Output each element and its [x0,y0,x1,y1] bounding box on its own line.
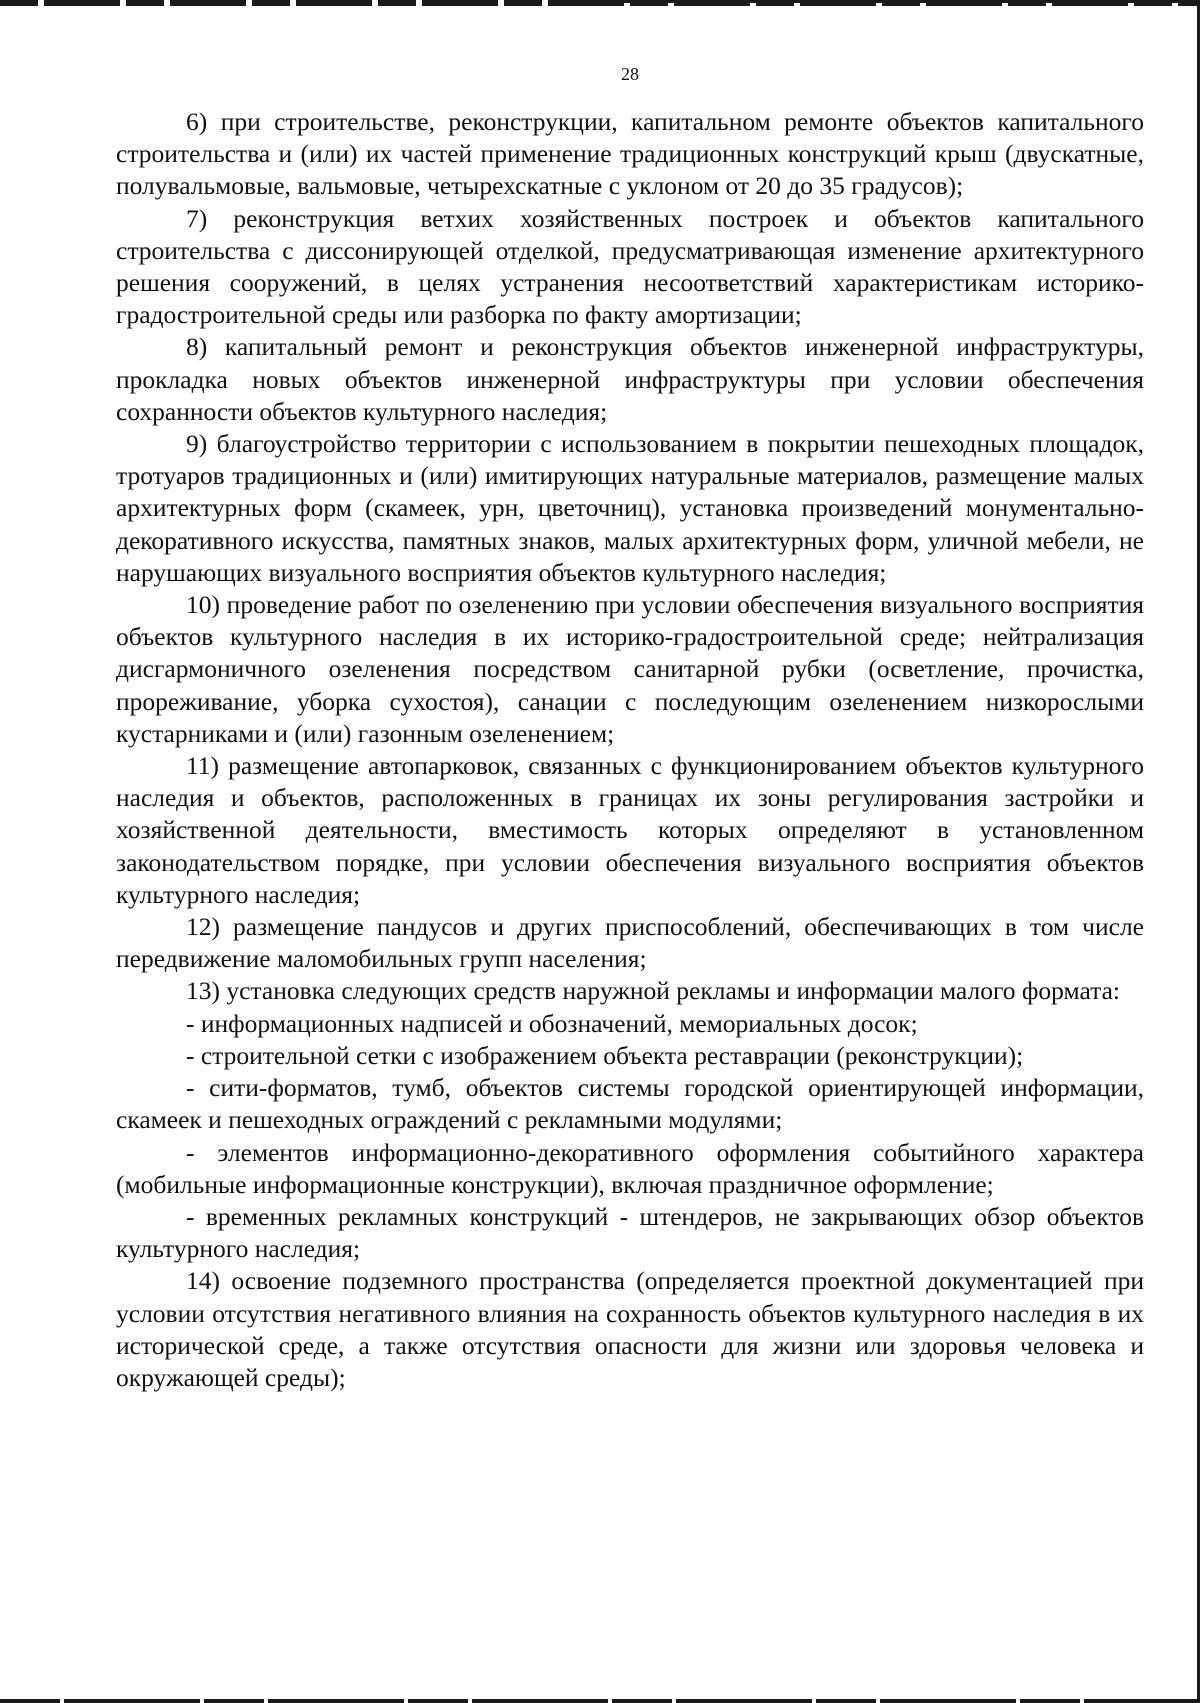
paragraph-item-12: 12) размещение пандусов и других приспособлений, обеспечивающих в том числе передвижение маломобильных групп населения; [116,912,1144,974]
list-item-construction-mesh: - строительной сетки с изображением объекта реставрации (реконструкции); [186,1040,1024,1070]
list-item-inscriptions: - информационных надписей и обозначений, мемориальных досок; [186,1008,918,1038]
paragraph-item-7: 7) реконструкция ветхих хозяйственных построек и объектов капитального строительства с диссонирующей отделкой, предусматривающая изменение архитектурного решения сооружений, в целях устранения несоответствий характеристикам историко-градостроительной среды или разборка по факту амортизации; [116,203,1144,330]
paragraph-item-9: 9) благоустройство территории с использованием в покрытии пешеходных площадок, тротуаров традиционных и (или) имитирующих натуральные материалов, размещение малых архитектурных форм (скамеек, урн, цветочниц), установка произведений монументально-декоративного искусства, памятных знаков, малых архитектурных форм, уличной мебели, не нарушающих визуального восприятия объектов культурного наследия; [116,429,1144,587]
paragraph-item-13: 13) установка следующих средств наружной рекламы и информации малого формата: [186,976,1121,1006]
paragraph-item-10: 10) проведение работ по озеленению при условии обеспечения визуального восприятия объектов культурного наследия в их историко-градостроительной среде; нейтрализация дисгармоничного озеленения посредством санитарной рубки (осветление, прочистка, прореживание, уборка сухостоя), санации с последующим озеленением низкорослыми кустарниками и (или) газонным озеленением; [116,590,1144,748]
list-item-city-formats: - сити-форматов, тумб, объектов системы городской ориентирующей информации, скамеек и пешеходных ограждений с рекламными модулями; [116,1073,1144,1135]
paragraph-item-14: 14) освоение подземного пространства (определяется проектной документацией при условии отсутствия негативного влияния на сохранность объектов культурного наследия в их исторической среде, а также отсутствия опасности для жизни или здоровья человека и окружающей среды); [116,1266,1144,1392]
paragraph-item-11: 11) размещение автопарковок, связанных с функционированием объектов культурного наследия и объектов, расположенных в границах их зоны регулирования застройки и хозяйственной деятельности, вместимость которых определяют в установленном законодательством порядке, при условии обеспечения визуального восприятия объектов культурного наследия; [116,751,1144,909]
scan-border-top-right [560,0,1200,3]
list-item-temporary-ads: - временных рекламных конструкций - штендеров, не закрывающих обзор объектов культурного наследия; [116,1201,1144,1264]
scan-border-bottom [0,1699,1200,1703]
paragraph-item-8: 8) капитальный ремонт и реконструкция объектов инженерной инфраструктуры, прокладка новых объектов инженерной инфраструктуры при условии обеспечения сохранности объектов культурного наследия; [116,332,1144,426]
document-body [116,106,1144,1394]
page-number: 28 [621,64,639,84]
paragraph-item-6: 6) при строительстве, реконструкции, капитальном ремонте объектов капитального строительства и (или) их частей применение традиционных конструкций крыш (двускатные, полувальмовые, вальмовые, четырехскатные с уклоном от 20 до 35 градусов); [116,107,1144,201]
document-page [116,62,1144,1394]
list-item-decorative-elements: - элементов информационно-декоративного оформления событийного характера (мобильные информационные конструкции), включая праздничное оформление; [116,1137,1144,1199]
